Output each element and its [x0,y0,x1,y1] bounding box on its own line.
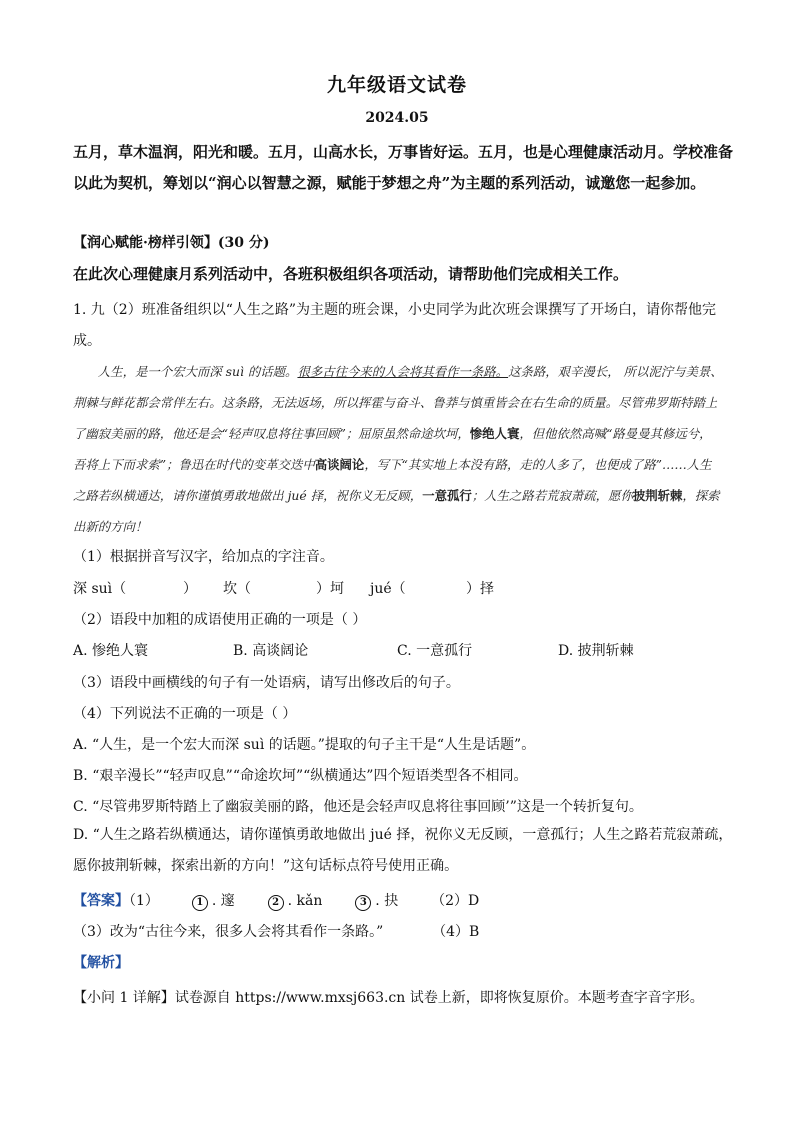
passage-text: 人生，是一个宏大而深 suì 的话题。 [97,364,298,379]
blank-label: 深 suì（ [73,581,127,597]
section-heading: 【润心赋能·榜样引领】(30 分) [73,235,270,251]
passage-text: 这条路，艰辛漫长， 所以泥泞与美景、荆棘与鲜花都会常伴左右。这条路，无法返场，所以挥霍与奋斗、鲁莽与慎重皆会在右生命的质量。尽管弗罗斯特踏上了幽寂美丽的路，他还是会“轻声叹息将往事回顾”；屈原虽然命途坎坷， [73,364,723,441]
answer-item: . 抉 [375,893,399,909]
option-c: C. 一意孤行 [397,643,473,659]
detail-label: 【小问 1 详解】 [73,990,175,1006]
circled-number: 3 [355,895,371,911]
option-b: B. 高谈阔论 [233,643,309,659]
question-1-stem: 1. 九（2）班准备组织以“人生之路”为主题的班会课，小史同学为此次班会课撰写了开场白，请你帮他完成。 [73,302,717,349]
answer-part-1: （1） [129,893,159,909]
option-a: A. 惨绝人寰 [73,643,149,659]
pinyin-blanks [0,578,794,598]
option-d: D. “人生之路若纵横通达，请你谨慎勇敢地做出 jué 择，祝你义无反顾，一意孤行；人生之路若荒寂萧疏，愿你披荆斩棘，探索出新的方向！”这句话标点符号使用正确。 [73,827,733,874]
bold-idiom: 惨绝人寰 [469,426,520,441]
blank-label: ）坷 [316,581,344,597]
circled-number: 2 [268,895,284,911]
option-a: A. “人生，是一个宏大而深 suì 的话题。”提取的句子主干是“人生是话题”。 [73,737,536,753]
circled-number: 1 [192,895,208,911]
bold-idiom: 披荆斩棘 [632,488,683,503]
passage-text: ；人生之路若荒寂萧疏，愿你 [471,488,633,503]
answer-item: . kǎn [287,893,323,909]
answer-part-4: （4）B [432,924,480,940]
sub-question-1: （1）根据拼音写汉字，给加点的字注音。 [73,549,334,565]
bold-idiom: 一意孤行 [422,488,472,503]
blank-label: jué（ [370,581,406,597]
option-d: D. 披荆斩棘 [558,643,634,659]
reading-passage [73,356,723,542]
sub-question-2: （2）语段中加粗的成语使用正确的一项是（ ） [73,612,367,628]
option-c: C. “尽管弗罗斯特踏上了幽寂美丽的路，他还是会轻声叹息将往事回顾’”这是一个转折复句。 [73,799,643,815]
analysis-detail [73,987,704,1007]
bold-idiom: 高谈阔论 [314,457,365,472]
answer-part-2: （2）D [431,893,480,909]
blank-label: ）择 [466,581,494,597]
answer-tag: 【答案】 [73,893,129,909]
sub-question-2-options [0,640,794,660]
answer-part-3: （3）改为“古往今来，很多人会将其看作一条路。” [73,924,384,940]
analysis-tag: 【解析】 [73,955,129,971]
intro-paragraph: 五月，草木温润，阳光和暖。五月，山高水长，万事皆好运。五月，也是心理健康活动月。学校准备以此为契机，筹划以“润心以智慧之源，赋能于梦想之舟”为主题的系列活动，诚邀您一起参加。 [73,143,734,192]
answer-item: . 邃 [211,893,235,909]
section-task: 在此次心理健康月系列活动中，各班积极组织各项活动，请帮助他们完成相关工作。 [73,265,629,283]
blank-label: 坎（ [223,581,251,597]
passage-text: ，但他依然高喊“路曼曼其修远兮，吾将上下而求索”；鲁迅在时代的变革交迭中 [73,426,712,472]
exam-date: 2024.05 [365,110,429,126]
page-title: 九年级语文试卷 [326,74,467,96]
sub-question-3: （3）语段中画横线的句子有一处语病，请写出修改后的句子。 [73,675,460,691]
sub-question-4: （4）下列说法不正确的一项是（ ） [73,706,297,722]
answer-line [73,890,479,911]
underlined-sentence: 很多古往今来的人会将其看作一条路。 [297,364,509,379]
detail-text: 试卷源自 https://www.mxsj663.cn 试卷上新，即将恢复原价。本题考查字音字形。 [174,990,704,1006]
blank-label: ） [183,581,197,597]
passage-text: ，探索出新的方向！ [73,488,720,534]
answer-line-2 [73,921,479,941]
passage-text: ，写下“其实地上本没有路，走的人多了，也便成了路”……人生之路若纵横通达，请你谨慎勇敢地做出 jué 择，祝你义无反顾， [73,457,712,503]
option-b: B. “艰辛漫长”“轻声叹息”“命途坎坷”“纵横通达”四个短语类型各不相同。 [73,768,528,784]
